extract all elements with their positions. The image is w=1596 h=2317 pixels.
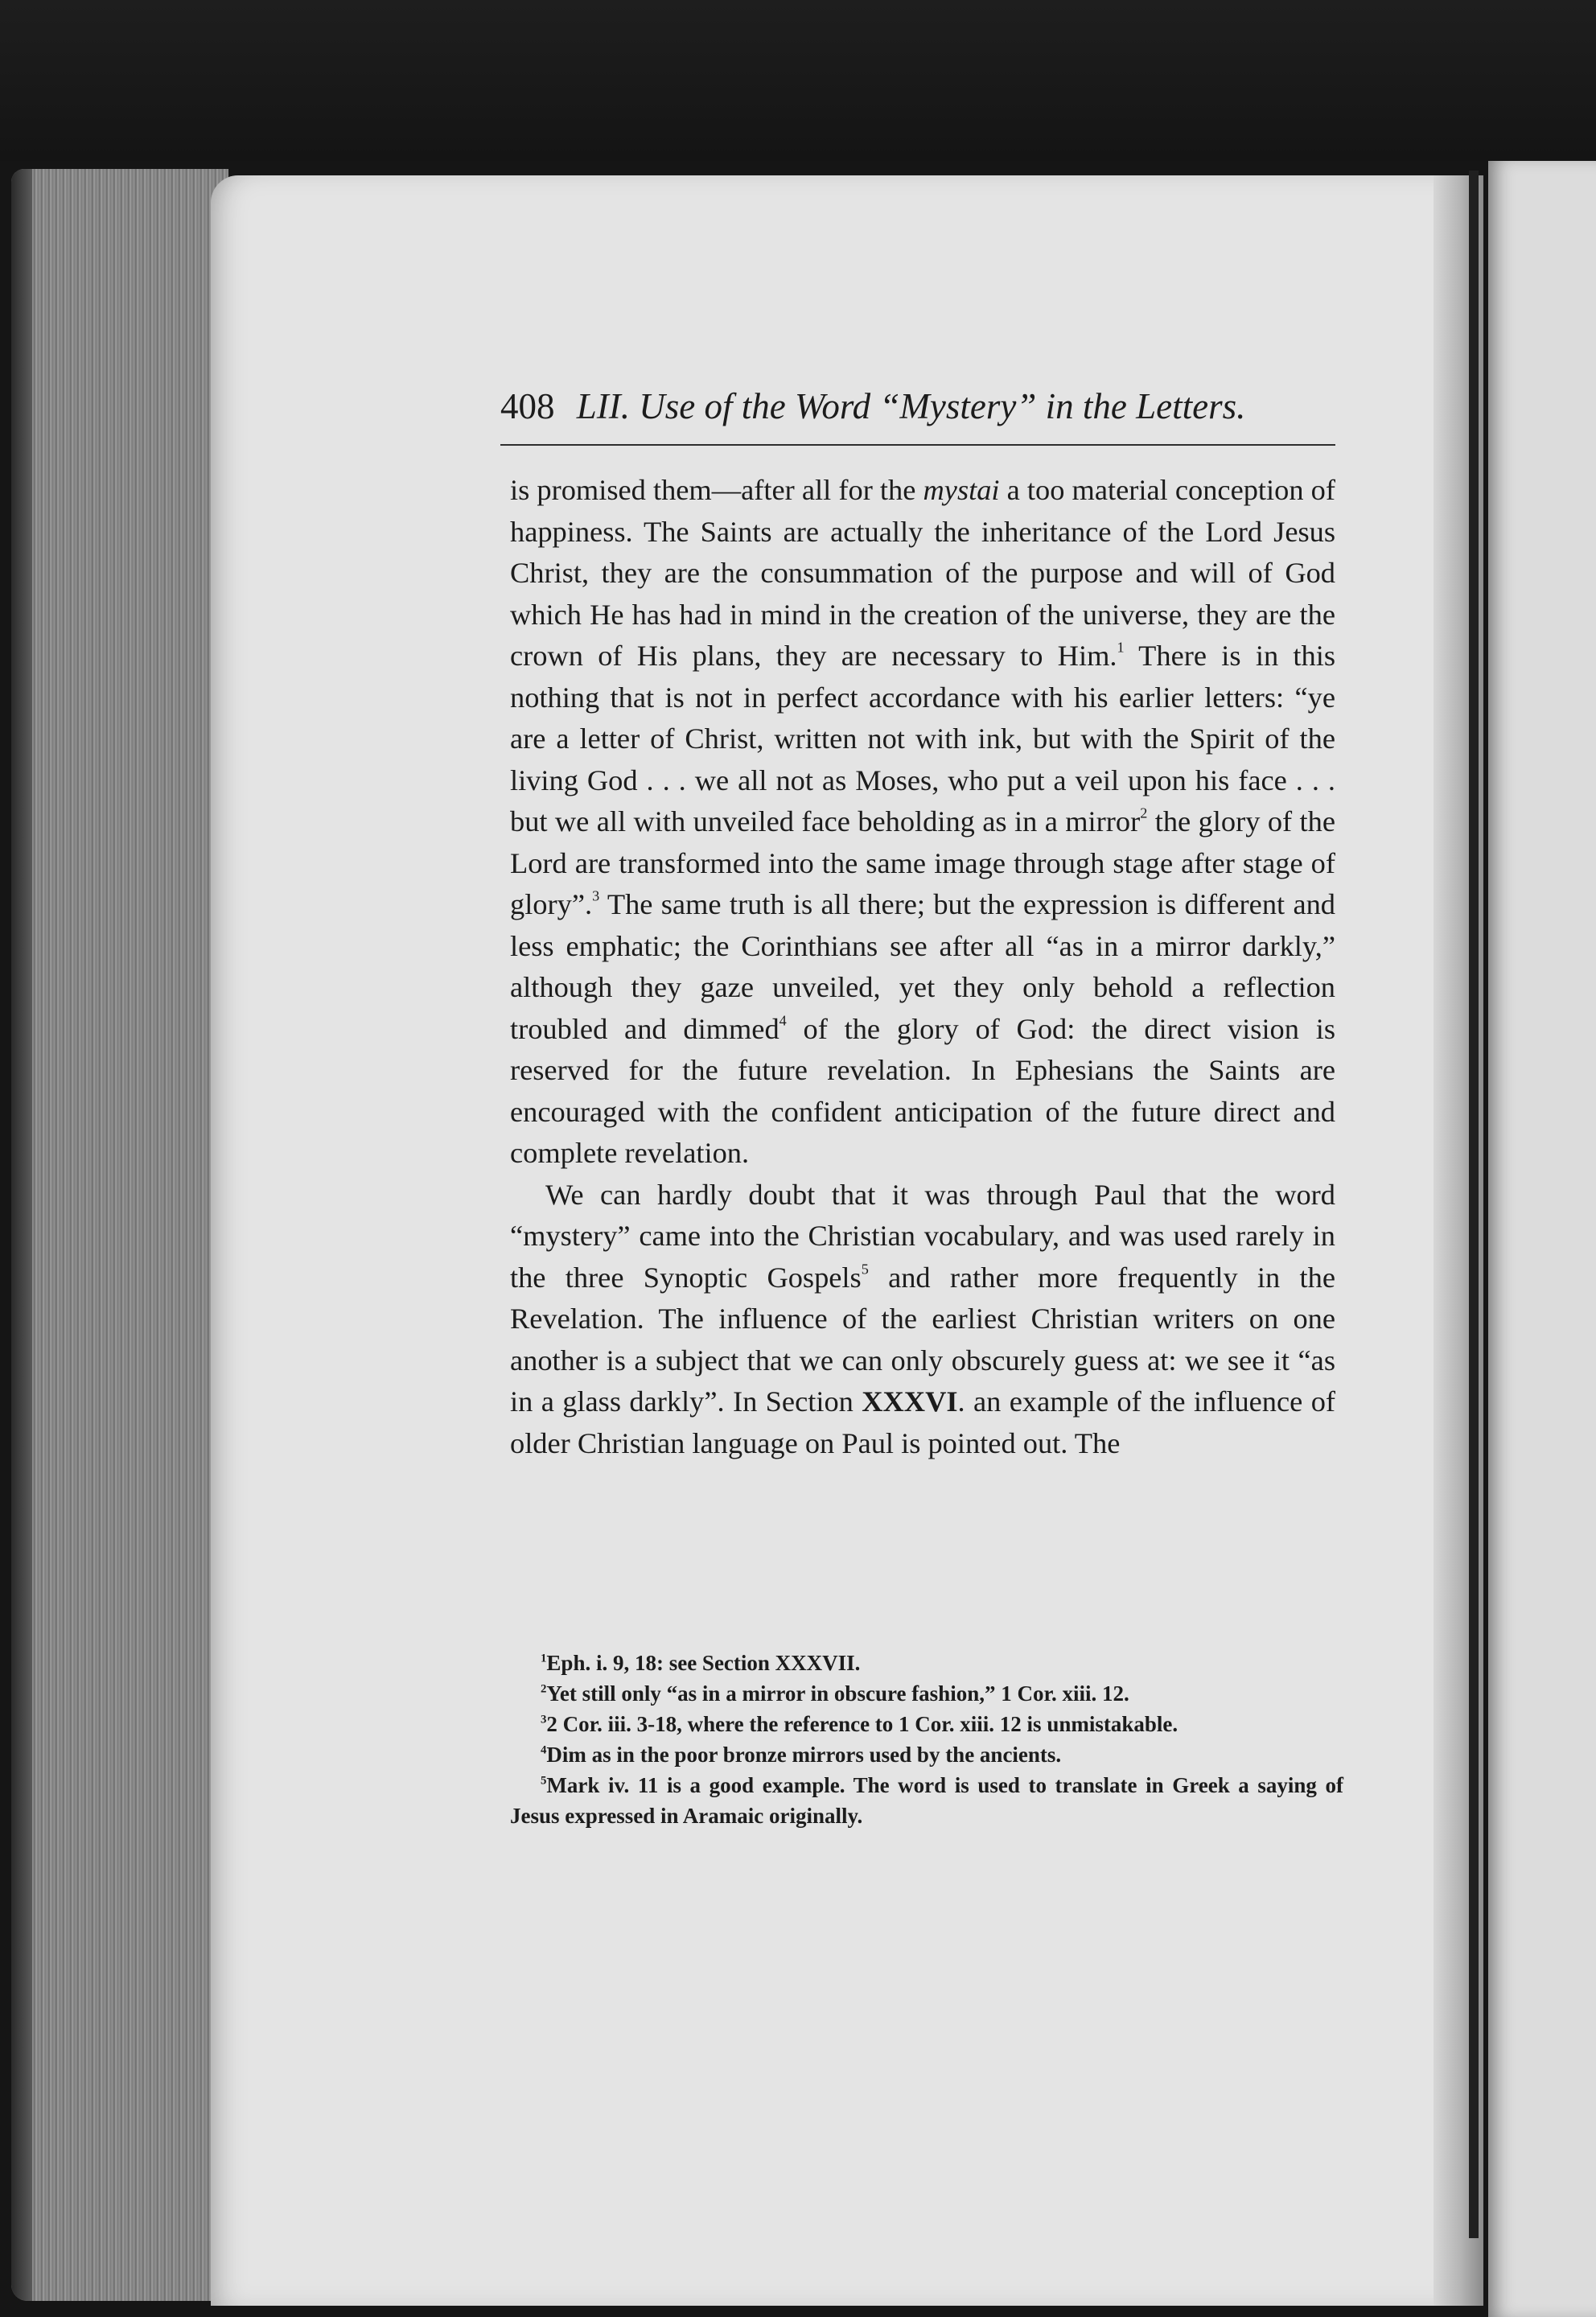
page-number: 408 (500, 386, 555, 426)
running-header (500, 378, 1337, 434)
footnote (510, 1770, 1343, 1831)
text-run: a too material conception of happiness. The Saints are actually the inheritance of the Lord Jesus Christ, they are the consummation of the purpose and will of God which He has had in mind in the creation of the universe, they are the crown of His plans, they are necessary to Him. (510, 474, 1335, 672)
book-cover-edge (11, 169, 32, 2301)
footnote-mark: 2 (541, 1682, 547, 1696)
footnote-ref: 1 (1117, 639, 1125, 656)
italic-term: mystai (923, 474, 1000, 506)
footnote-ref: 3 (592, 887, 600, 904)
text-run: of the glory of God: the direct vision is reserved for the future revelation. In Ephesians the Saints are encouraged with the confident anticipation of the future direct and complete revelation. (510, 1012, 1335, 1169)
footnote-mark: 1 (541, 1652, 547, 1665)
header-rule (500, 444, 1335, 446)
footnote-text: Dim as in the poor bronze mirrors used by the ancients. (546, 1743, 1062, 1767)
text-run: The same truth is all there; but the expression is different and less emphatic; the Corinthians see after all “as in a mirror darkly,” although they gaze unveiled, yet they only behold a reflection troubled and dimmed (510, 888, 1335, 1045)
text-run: There is in this nothing that is not in perfect accordance with his earlier letters: “ye are a letter of Christ, written not with ink, but with the Spirit of the living God . . . we all not as Moses, who put a veil upon his face . . . but we all with unveiled face beholding as in a mirror (510, 640, 1335, 837)
page-edges (11, 169, 228, 2301)
paragraph (510, 470, 1335, 1175)
footnote-mark: 3 (541, 1713, 547, 1726)
text-run: is promised them—after all for the (510, 474, 923, 506)
text-run: the glory of the Lord are transformed into the same image through stage after stage of glory”. (510, 805, 1335, 920)
footnote-ref: 4 (779, 1012, 787, 1029)
text-run: and rather more frequently in the Revelation. The influence of the earliest Christian writers on one another is a subject that we can only obscurely guess at: we see it “as in a glass darkly”. In Section (510, 1261, 1335, 1418)
footnote-ref: 5 (861, 1261, 869, 1278)
running-title: LII. Use of the Word “Mystery” in the Letters. (576, 386, 1246, 426)
body-text (510, 470, 1335, 1464)
footnote (510, 1648, 1343, 1678)
binding-shadow (1469, 171, 1479, 2238)
facing-page-edge (1488, 161, 1596, 2317)
background (0, 0, 1596, 161)
footnote-text: Mark iv. 11 is a good example. The word is used to translate in Greek a saying of Jesus expressed in Aramaic originally. (510, 1773, 1343, 1828)
text-run: We can hardly doubt that it was through Paul that the word “mystery” came into the Christian vocabulary, and was used rarely in the three Synoptic Gospels (510, 1178, 1335, 1294)
paragraph (510, 1175, 1335, 1465)
footnote-text: 2 Cor. iii. 3-18, where the reference to 1 Cor. xiii. 12 is unmistakable. (546, 1712, 1178, 1736)
footnote (510, 1709, 1343, 1739)
footnote-text: Yet still only “as in a mirror in obscure fashion,” 1 Cor. xiii. 12. (546, 1681, 1129, 1706)
footnote (510, 1678, 1343, 1709)
footnotes (510, 1648, 1343, 1831)
footnote-mark: 5 (541, 1774, 547, 1788)
footnote-mark: 4 (541, 1743, 547, 1757)
section-reference: XXXVI (862, 1385, 958, 1418)
text-run: . an example of the influence of older Christian language on Paul is pointed out. The (510, 1385, 1336, 1459)
footnote-text: Eph. i. 9, 18: see Section XXXVII. (546, 1651, 861, 1675)
footnote-ref: 2 (1140, 805, 1148, 821)
footnote (510, 1739, 1343, 1770)
